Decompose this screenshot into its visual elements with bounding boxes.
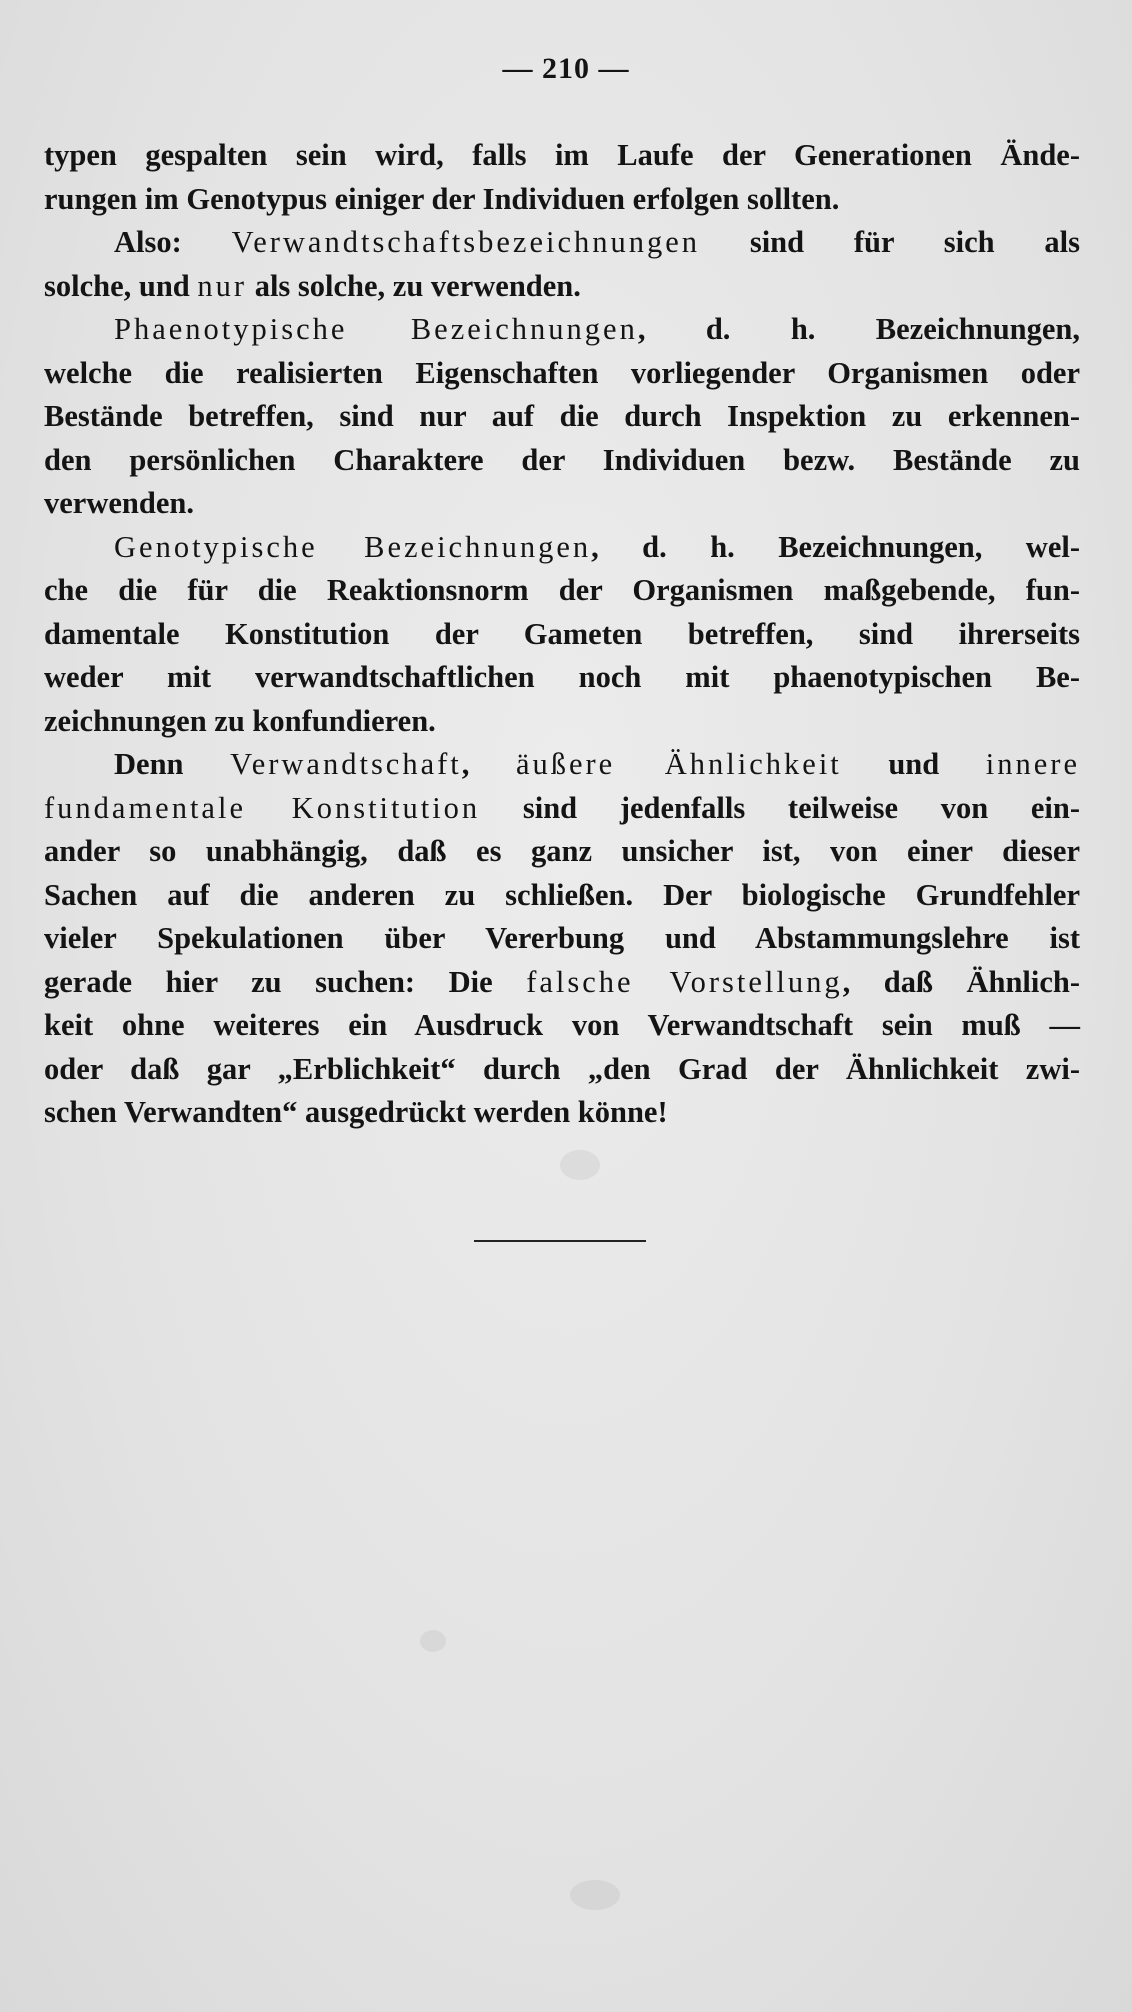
text-segment: Bestände betreffen, sind nur auf die durch Inspektion zu erkennen- <box>44 399 1080 433</box>
text-line <box>44 656 1080 700</box>
text-line <box>44 308 1080 352</box>
text-segment: rungen im Genotypus einiger der Individuen erfolgen sollten. <box>44 181 840 216</box>
text-line <box>44 482 1080 526</box>
text-line <box>44 352 1080 396</box>
text-segment: verwenden. <box>44 486 194 520</box>
text-segment: , <box>461 747 516 781</box>
text-segment: oder daß gar „Erblichkeit“ durch „den Grad der Ähnlichkeit zwi- <box>44 1051 1080 1086</box>
text-segment: typen gespalten sein wird, falls im Laufe der Generationen Ände- <box>44 138 1080 172</box>
text-segment: sind für sich als <box>700 225 1080 259</box>
text-line <box>44 134 1080 178</box>
text-segment: und <box>841 747 986 781</box>
text-segment: zeichnungen zu konfundieren. <box>44 703 436 738</box>
text-segment: solche, und <box>44 268 198 303</box>
text-segment: damentale Konstitution der Gameten betreffen, sind ihrerseits <box>44 616 1080 651</box>
text-line <box>44 917 1080 961</box>
text-segment: Denn <box>114 747 231 781</box>
text-line <box>44 395 1080 439</box>
spaced-emphasis-text: fundamentale Konstitution <box>44 790 481 825</box>
text-segment: che die für die Reaktionsnorm der Organismen maßgebende, fun- <box>44 573 1080 607</box>
body-text <box>44 134 1080 1135</box>
text-line <box>44 1004 1080 1048</box>
text-segment: den persönlichen Charaktere der Individuen bezw. Bestände zu <box>44 442 1080 477</box>
text-segment: sind jedenfalls teilweise von ein- <box>480 790 1080 825</box>
text-segment: vieler Spekulationen über Vererbung und Abstammungslehre ist <box>44 921 1080 955</box>
spaced-emphasis-text: Phaenotypische Bezeichnungen <box>114 312 638 346</box>
paper-stain <box>570 1880 620 1910</box>
text-segment: weder mit verwandtschaftlichen noch mit phaenotypischen Be- <box>44 660 1080 694</box>
spaced-emphasis-text: Verwandtschaft <box>230 747 462 781</box>
text-line <box>44 700 1080 744</box>
text-line <box>44 178 1080 222</box>
text-segment: schen Verwandten“ ausgedrückt werden könne! <box>44 1095 668 1129</box>
spaced-emphasis-text: äußere Ähnlichkeit <box>515 747 842 781</box>
text-line <box>44 830 1080 874</box>
text-line <box>44 787 1080 831</box>
text-line <box>44 1091 1080 1135</box>
text-line <box>44 874 1080 918</box>
text-line <box>44 221 1080 265</box>
text-segment: , d. h. Bezeichnungen, wel- <box>591 529 1081 564</box>
text-line <box>44 961 1080 1005</box>
spaced-emphasis-text: Genotypische Bezeichnungen <box>114 529 592 564</box>
text-line <box>44 1048 1080 1092</box>
text-segment: ander so unabhängig, daß es ganz unsicher ist, von einer dieser <box>44 834 1080 868</box>
text-segment: als solche, zu verwenden. <box>247 268 581 303</box>
text-segment: keit ohne weiteres ein Ausdruck von Verwandtschaft sein muß — <box>44 1008 1080 1042</box>
text-line <box>44 569 1080 613</box>
spaced-emphasis-text: falsche Vorstellung <box>526 964 843 999</box>
text-line <box>44 743 1080 787</box>
text-line <box>44 526 1080 570</box>
text-segment: Also: <box>114 225 232 259</box>
text-segment: , d. h. Bezeichnungen, <box>637 312 1080 346</box>
text-line <box>44 439 1080 483</box>
text-segment: Sachen auf die anderen zu schließen. Der biologische Grundfehler <box>44 877 1080 912</box>
text-segment: , daß Ähnlich- <box>842 964 1081 999</box>
spaced-emphasis-text: innere <box>985 747 1081 781</box>
spaced-emphasis-text: Verwandtschaftsbezeichnungen <box>231 225 701 259</box>
paper-stain <box>560 1150 600 1180</box>
text-line <box>44 265 1080 309</box>
text-segment: welche die realisierten Eigenschaften vorliegender Organismen oder <box>44 355 1080 390</box>
spaced-emphasis-text: nur <box>197 268 248 303</box>
text-line <box>44 613 1080 657</box>
section-end-rule <box>474 1240 646 1242</box>
page-number: — 210 — <box>502 52 630 85</box>
paper-stain <box>420 1630 446 1652</box>
text-segment: gerade hier zu suchen: Die <box>44 964 527 999</box>
